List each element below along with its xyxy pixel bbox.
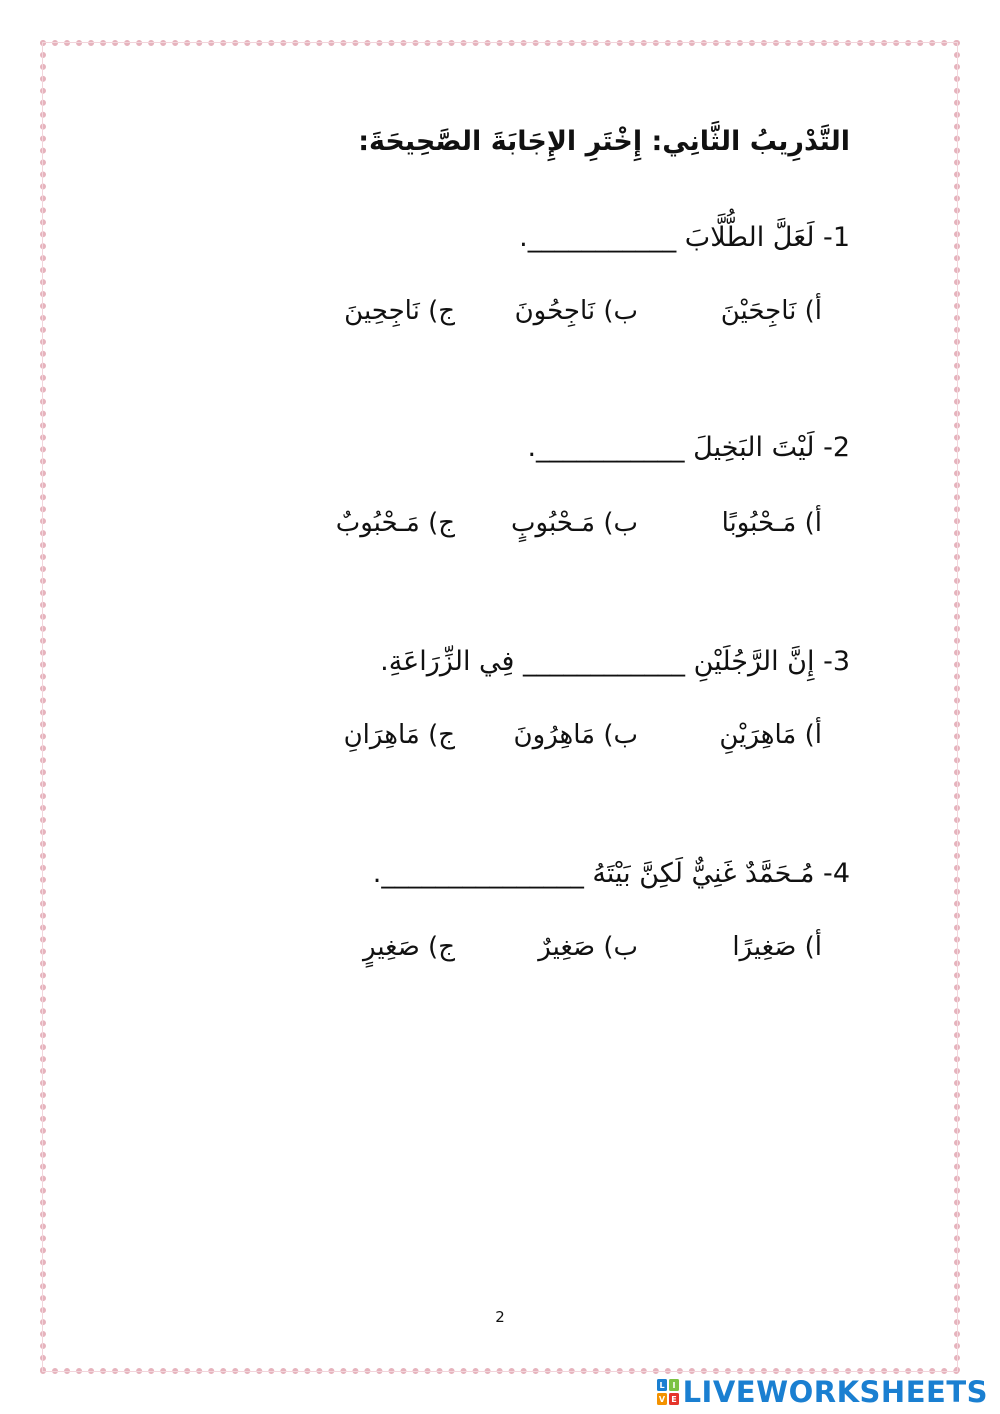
option-a[interactable]: أ) صَغِيرًا [732, 932, 822, 962]
exercise-title: التَّدْرِيبُ الثَّانِي: إِخْتَرِ الإِجَابَةَ الصَّحِيحَةَ: [358, 126, 850, 157]
option-c[interactable]: ج) مَاهِرَانِ [343, 720, 455, 750]
option-b[interactable]: ب) مَـحْبُوبٍ [511, 508, 638, 538]
question-1: 1- لَعَلَّ الطُّلَّابَ ___________. [519, 222, 850, 253]
option-b[interactable]: ب) صَغِيرٌ [538, 932, 638, 962]
option-b[interactable]: ب) نَاجِحُونَ [514, 296, 638, 326]
logo-mark-letter-l: L [659, 1381, 665, 1390]
logo-mark-letter-v: V [658, 1395, 665, 1404]
page-number: 2 [495, 1308, 505, 1326]
option-c[interactable]: ج) نَاجِحِينَ [344, 296, 455, 326]
question-2: 2- لَيْتَ البَخِيلَ ___________. [527, 432, 850, 463]
logo-mark-letter-i: I [672, 1381, 676, 1390]
question-4-options [0, 932, 1000, 976]
question-2-options [0, 508, 1000, 552]
question-3: 3- إِنَّ الرَّجُلَيْنِ ____________ فِي الزِّرَاعَةِ. [380, 646, 850, 677]
liveworksheets-logo [657, 1374, 988, 1410]
question-1-options [0, 296, 1000, 340]
option-c[interactable]: ج) صَغِيرٍ [362, 932, 455, 962]
liveworksheets-logo-icon [657, 1379, 679, 1405]
option-b[interactable]: ب) مَاهِرُونَ [513, 720, 638, 750]
question-4: 4- مُـحَمَّدٌ غَنِيٌّ لَكِنَّ بَيْتَهُ _______________. [372, 858, 850, 889]
option-a[interactable]: أ) مَاهِرَيْنِ [719, 720, 822, 750]
option-c[interactable]: ج) مَـحْبُوبٌ [335, 508, 455, 538]
liveworksheets-logo-text: LIVEWORKSHEETS [682, 1375, 988, 1409]
logo-mark-letter-e: E [670, 1395, 677, 1404]
option-a[interactable]: أ) نَاجِحَيْنَ [720, 296, 822, 326]
question-3-options [0, 720, 1000, 764]
option-a[interactable]: أ) مَـحْبُوبًا [721, 508, 822, 538]
